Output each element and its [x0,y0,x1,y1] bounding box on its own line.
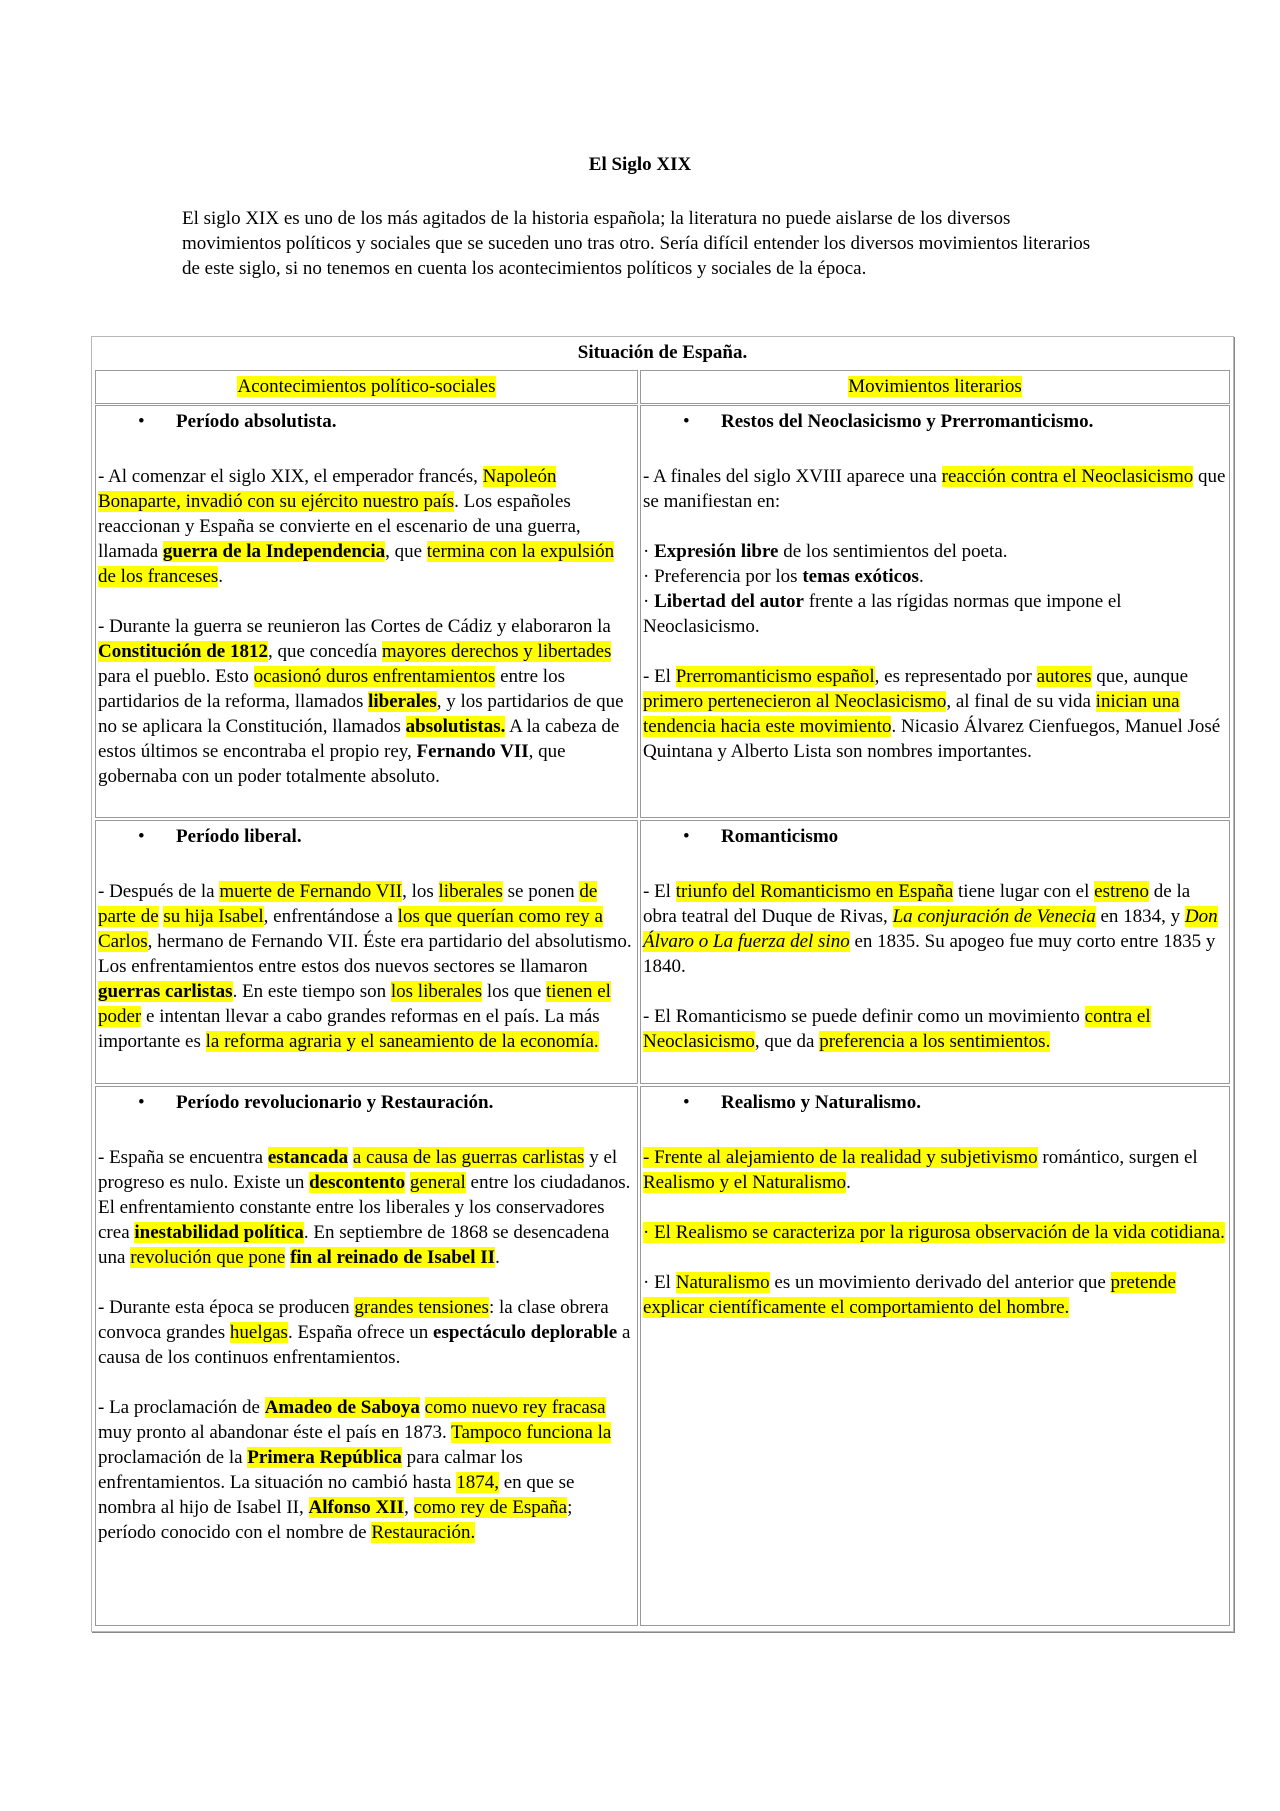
row3-right-para2 [643,1220,1227,1245]
highlighted-text: Don Álvaro o La fuerza del sino [643,906,1218,952]
highlighted-text: termina con la expulsión de los franceses [98,541,615,587]
highlighted-text: Prerromanticismo español [675,666,875,687]
highlighted-text: estreno [1094,881,1150,902]
row2-right-cell [640,820,1230,1084]
column-header-literary-label: Movimientos literarios [848,376,1022,397]
highlighted-text: Primera República [247,1447,402,1468]
row2-right-para1: - El triunfo del Romanticismo en España tiene lugar con el estreno de la obra teatral del Duque de Rivas, La conjuración de Venecia en 1834, y Don Álvaro o La fuerza del sino en 1835. Su apogeo fue muy corto entre 1835 y 1840. [643,881,1218,977]
row1-left-heading: • Período absolutista. [98,409,635,434]
highlighted-text: su hija Isabel [163,906,264,927]
row1-right-cell [640,405,1230,818]
row1-right-heading: • Restos del Neoclasicismo y Prerromanticismo. [643,409,1227,434]
row1-left-para1: - Al comenzar el siglo XIX, el emperador francés, Napoleón Bonaparte, invadió con su ejército nuestro país. Los españoles reaccionan y España se convierte en el escenario de una guerra, llamada guerra de la Independencia, que termina con la expulsión de los franceses. [98,466,615,587]
highlighted-text: Tampoco funciona la [451,1422,612,1443]
highlighted-text: liberales [438,881,503,902]
row3-left-heading: • Período revolucionario y Restauración. [98,1090,635,1115]
column-header-literary [640,370,1230,404]
highlighted-text: Realismo y el Naturalismo [643,1172,847,1193]
row1-left-cell [95,405,638,818]
highlighted-text: de parte de [98,881,598,927]
row2-left-para1: - Después de la muerte de Fernando VII, los liberales se ponen de parte de su hija Isabel, enfrentándose a los que querían como rey a Carlos, hermano de Fernando VII. Éste era partidario del absolutismo. Los enfrentamientos entre estos dos nuevos sectores se llamaron guerras carlistas. En este tiempo son los liberales los que tienen el poder e intentan llevar a cabo grandes reformas en el país. La más importante es la reforma agraria y el saneamiento de la economía. [98,881,632,1052]
highlighted-text: triunfo del Romanticismo en España [675,881,954,902]
row1-right-para1: - A finales del siglo XVIII aparece una reacción contra el Neoclasicismo que se manifiestan en: [643,466,1226,512]
row3-left-para3: - La proclamación de Amadeo de Saboya como nuevo rey fracasa muy pronto al abandonar éste el país en 1873. Tampoco funciona la proclamación de la Primera República para calmar los enfrentamientos. La situación no cambió hasta 1874, en que se nombra al hijo de Isabel II, Alfonso XII, como rey de España; período conocido con el nombre de Restauración. [98,1397,612,1543]
highlighted-text: contra el Neoclasicismo [643,1006,1151,1052]
highlighted-text: guerra de la Independencia [162,541,386,562]
intro-paragraph: El siglo XIX es uno de los más agitados de la historia española; la literatura no puede aislarse de los diversos movimientos políticos y sociales que se suceden uno tras otro. Sería difícil entender los diversos movimientos literarios de este siglo, si no tenemos en cuenta los acontecimientos políticos y sociales de la época. [182,208,1091,279]
highlighted-text: ocasionó duros enfrentamientos [253,666,496,687]
row2-left-cell [95,820,638,1084]
highlighted-text: general [409,1172,466,1193]
highlighted-text: huelgas [229,1322,288,1343]
highlighted-text: La conjuración de Venecia [892,906,1096,927]
row2-right-para2: - El Romanticismo se puede definir como un movimiento contra el Neoclasicismo, que da preferencia a los sentimientos. [643,1006,1151,1052]
highlighted-text: como rey de España [413,1497,568,1518]
highlighted-text: fin al reinado de Isabel II [290,1247,496,1268]
highlighted-text: la reforma agraria y el saneamiento de la economía. [205,1031,599,1052]
highlighted-text: primero pertenecieron al Neoclasicismo [643,691,947,712]
highlighted-text: autores [1036,666,1092,687]
highlighted-text: muerte de Fernando VII [219,881,403,902]
highlighted-text: tienen el poder [98,981,611,1027]
highlighted-text: Naturalismo [675,1272,770,1293]
highlighted-text: Amadeo de Saboya [264,1397,420,1418]
row3-left-para1: - España se encuentra estancada a causa de las guerras carlistas y el progreso es nulo. Existe un descontento general entre los ciudadanos. El enfrentamiento constante entre los liberales y los conservadores crea inestabilidad política. En septiembre de 1868 se desencadena una revolución que pone fin al reinado de Isabel II. [98,1147,631,1268]
page-title: El Siglo XIX [588,154,692,175]
highlighted-text: a causa de las guerras carlistas [352,1147,585,1168]
row3-right-para3: · El Naturalismo es un movimiento derivado del anterior que pretende explicar científicamente el comportamiento del hombre. [643,1272,1176,1318]
highlighted-text: inician una tendencia hacia este movimiento [643,691,1180,737]
highlighted-text: Restauración. [371,1522,476,1543]
highlighted-text: mayores derechos y libertades [381,641,612,662]
row3-right-cell [640,1086,1230,1626]
highlighted-text: Alfonso XII [308,1497,405,1518]
highlighted-text: 1874, [456,1472,499,1493]
highlighted-text: absolutistas. [405,716,506,737]
highlighted-text: Constitución de 1812 [98,641,268,662]
row2-right-heading: • Romanticismo [643,824,1227,849]
row3-right-heading: • Realismo y Naturalismo. [643,1090,1227,1115]
row1-left-para2: - Durante la guerra se reunieron las Cortes de Cádiz y elaboraron la Constitución de 1812, que concedía mayores derechos y libertades para el pueblo. Esto ocasionó duros enfrentamientos entre los partidarios de la reforma, llamados liberales, y los partidarios de que no se aplicara la Constitución, llamados absolutistas. A la cabeza de estos últimos se encontraba el propio rey, Fernando VII, que gobernaba con un poder totalmente absoluto. [98,616,624,787]
highlighted-text: inestabilidad política [134,1222,304,1243]
highlighted-text: descontento [309,1172,406,1193]
row2-left-heading: • Período liberal. [98,824,635,849]
row3-right-para1: - Frente al alejamiento de la realidad y subjetivismo romántico, surgen el Realismo y el Naturalismo. [643,1147,1198,1193]
highlighted-text: los liberales [390,981,483,1002]
row1-right-para3: - El Prerromanticismo español, es representado por autores que, aunque primero pertenecieron al Neoclasicismo, al final de su vida inician una tendencia hacia este movimiento. Nicasio Álvarez Cienfuegos, Manuel José Quintana y Alberto Lista son nombres importantes. [643,666,1221,762]
table-heading: Situación de España. [577,342,748,363]
column-header-political [95,370,638,404]
highlighted-text: liberales [368,691,437,712]
highlighted-text: como nuevo rey fracasa [424,1397,606,1418]
highlighted-text: · El Realismo se caracteriza por la rigurosa observación de la vida cotidiana. [643,1222,1225,1243]
row3-left-para2: - Durante esta época se producen grandes tensiones: la clase obrera convoca grandes huelgas. España ofrece un espectáculo deplorable a causa de los continuos enfrentamientos. [98,1297,631,1368]
row1-right-para2: · Expresión libre de los sentimientos del poeta. · Preferencia por los temas exóticos. · Libertad del autor frente a las rígidas normas que impone el Neoclasicismo. [643,541,1122,637]
highlighted-text: grandes tensiones [354,1297,489,1318]
highlighted-text: - Frente al alejamiento de la realidad y subjetivismo [643,1147,1038,1168]
highlighted-text: reacción contra el Neoclasicismo [941,466,1194,487]
highlighted-text: los que querían como rey a Carlos [98,906,603,952]
highlighted-text: guerras carlistas [98,981,233,1002]
highlighted-text: pretende explicar científicamente el comportamiento del hombre. [643,1272,1176,1318]
column-header-political-label: Acontecimientos político-sociales [237,376,496,397]
highlighted-text: Napoleón Bonaparte, invadió con su ejército nuestro país [98,466,557,512]
highlighted-text: preferencia a los sentimientos. [819,1031,1051,1052]
row3-left-cell [95,1086,638,1626]
highlighted-text: estancada [267,1147,349,1168]
highlighted-text: revolución que pone [130,1247,286,1268]
